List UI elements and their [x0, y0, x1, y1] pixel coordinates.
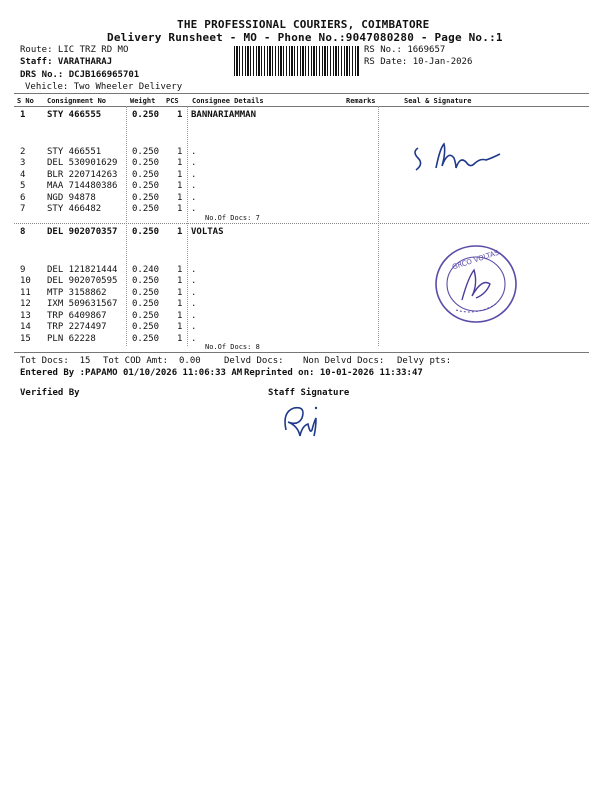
- row-consignment-no: DEL 902070595: [47, 276, 118, 286]
- col-consignee: Consignee Details: [192, 97, 264, 105]
- row-consignee: .: [191, 204, 197, 214]
- row-serial: 13: [20, 311, 31, 321]
- row-pcs: 1: [177, 299, 183, 309]
- row-consignee: .: [191, 322, 197, 332]
- row-pcs: 1: [177, 170, 183, 180]
- staff-label: Staff: VARATHARAJ: [20, 57, 113, 67]
- row-pcs: 1: [177, 276, 183, 286]
- col-divider: [378, 106, 379, 346]
- col-divider: [187, 106, 188, 346]
- row-consignment-no: DEL 121821444: [47, 265, 118, 275]
- row-weight: 0.250: [132, 299, 160, 309]
- delivered-docs-label: Delvd Docs:: [224, 356, 284, 366]
- row-weight: 0.250: [132, 158, 160, 168]
- company-title: THE PROFESSIONAL COURIERS, COIMBATORE: [177, 18, 430, 31]
- row-consignee: .: [191, 276, 197, 286]
- row-weight: 0.250: [132, 193, 160, 203]
- row-weight: 0.250: [132, 227, 160, 237]
- row-pcs: 1: [177, 227, 183, 237]
- row-consignee: .: [191, 265, 197, 275]
- verified-by-label: Verified By: [20, 388, 80, 398]
- staff-signature-label: Staff Signature: [268, 388, 350, 398]
- row-serial: 5: [20, 181, 26, 191]
- row-consignee: .: [191, 311, 197, 321]
- row-consignment-no: MTP 3158862: [47, 288, 107, 298]
- drs-number: DRS No.: DCJB166965701: [20, 70, 140, 80]
- row-weight: 0.250: [132, 170, 160, 180]
- stamp-text: GRCO VOLTAS: [451, 248, 501, 272]
- row-pcs: 1: [177, 204, 183, 214]
- row-pcs: 1: [177, 193, 183, 203]
- row-serial: 10: [20, 276, 31, 286]
- table-header-rule: [14, 106, 589, 107]
- row-pcs: 1: [177, 265, 183, 275]
- row-consignment-no: STY 466555: [47, 110, 102, 120]
- row-serial: 15: [20, 334, 31, 344]
- reprinted-on: Reprinted on: 10-01-2026 11:33:47: [244, 368, 423, 378]
- row-consignment-no: MAA 714480386: [47, 181, 118, 191]
- col-remarks: Remarks: [346, 97, 376, 105]
- row-consignment-no: TRP 2274497: [47, 322, 107, 332]
- row-pcs: 1: [177, 158, 183, 168]
- runsheet-subtitle: Delivery Runsheet - MO - Phone No.:9047080280 - Page No.:1: [107, 31, 503, 44]
- row-pcs: 1: [177, 334, 183, 344]
- col-divider: [126, 106, 127, 346]
- row-weight: 0.240: [132, 265, 160, 275]
- row-consignment-no: PLN 62228: [47, 334, 96, 344]
- group1-doc-count: No.Of Docs: 7: [205, 214, 260, 222]
- row-serial: 4: [20, 170, 26, 180]
- row-pcs: 1: [177, 322, 183, 332]
- row-weight: 0.250: [132, 288, 160, 298]
- row-serial: 2: [20, 147, 26, 157]
- row-pcs: 1: [177, 311, 183, 321]
- rs-number: RS No.: 1669657: [364, 45, 446, 55]
- row-pcs: 1: [177, 181, 183, 191]
- col-pcs: PCS: [166, 97, 179, 105]
- col-seal: Seal & Signature: [404, 97, 472, 105]
- group2-doc-count: No.Of Docs: 8: [205, 343, 260, 351]
- row-serial: 9: [20, 265, 26, 275]
- col-consignment: Consignment No: [47, 97, 107, 105]
- row-consignee: .: [191, 170, 197, 180]
- row-weight: 0.250: [132, 322, 160, 332]
- row-serial: 12: [20, 299, 31, 309]
- row-consignee: .: [191, 181, 197, 191]
- row-consignment-no: TRP 6409867: [47, 311, 107, 321]
- row-pcs: 1: [177, 147, 183, 157]
- row-serial: 1: [20, 110, 26, 120]
- row-consignment-no: STY 466551: [47, 147, 102, 157]
- row-consignment-no: DEL 902070357: [47, 227, 118, 237]
- rs-date: RS Date: 10-Jan-2026: [364, 57, 473, 67]
- row-consignment-no: DEL 530901629: [47, 158, 118, 168]
- vehicle-label: Vehicle: Two Wheeler Delivery: [25, 82, 183, 92]
- row-consignment-no: BLR 220714263: [47, 170, 118, 180]
- row-weight: 0.250: [132, 334, 160, 344]
- non-delivered-docs-label: Non Delvd Docs:: [303, 356, 385, 366]
- table-top-rule: [14, 93, 589, 94]
- row-pcs: 1: [177, 110, 183, 120]
- row-pcs: 1: [177, 288, 183, 298]
- entered-by: Entered By :PAPAMO 01/10/2026 11:06:33 AM: [20, 368, 243, 378]
- row-serial: 11: [20, 288, 31, 298]
- table-bottom-rule: [14, 352, 589, 353]
- group-separator: [14, 223, 589, 224]
- row-consignee: .: [191, 193, 197, 203]
- barcode-image: [234, 46, 360, 76]
- delivery-points-label: Delvy pts:: [397, 356, 452, 366]
- row-consignment-no: IXM 509631567: [47, 299, 118, 309]
- row-consignee: .: [191, 147, 197, 157]
- row-consignee: .: [191, 299, 197, 309]
- row-consignee: .: [191, 158, 197, 168]
- row-consignee: .: [191, 288, 197, 298]
- total-cod-label: Tot COD Amt:: [103, 356, 169, 366]
- row-weight: 0.250: [132, 311, 160, 321]
- row-serial: 6: [20, 193, 26, 203]
- row-consignee: BANNARIAMMAN: [191, 110, 257, 120]
- row-serial: 7: [20, 204, 26, 214]
- col-sno: S No: [17, 97, 34, 105]
- row-consignment-no: STY 466482: [47, 204, 102, 214]
- row-weight: 0.250: [132, 276, 160, 286]
- row-weight: 0.250: [132, 181, 160, 191]
- total-cod-amount: 0.00: [179, 356, 201, 366]
- staff-signature: [276, 400, 332, 440]
- row-weight: 0.250: [132, 204, 160, 214]
- row-serial: 8: [20, 227, 26, 237]
- row-weight: 0.250: [132, 110, 160, 120]
- row-serial: 3: [20, 158, 26, 168]
- row-serial: 14: [20, 322, 31, 332]
- receiver-signature: [408, 138, 518, 178]
- col-weight: Weight: [130, 97, 156, 105]
- row-consignee: VOLTAS: [191, 227, 224, 237]
- row-consignee: .: [191, 334, 197, 344]
- row-weight: 0.250: [132, 147, 160, 157]
- total-docs: Tot Docs: 15: [20, 356, 91, 366]
- company-stamp: [432, 242, 522, 326]
- row-consignment-no: NGD 94878: [47, 193, 96, 203]
- route-label: Route: LIC TRZ RD MO: [20, 45, 129, 55]
